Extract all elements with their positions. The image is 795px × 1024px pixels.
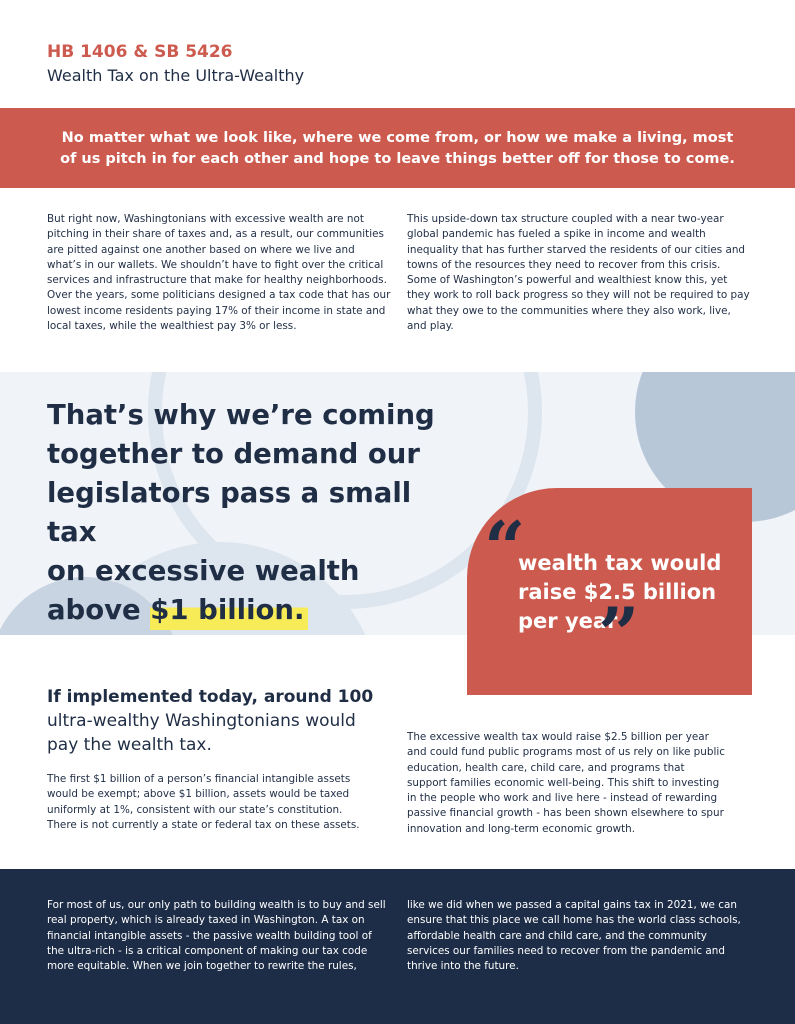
intro-paragraph-left: But right now, Washingtonians with excessive wealth are not pitching in their share of taxes and, as a result, our communities are pitted against one another based on where we live and what’s in our wallets. We shouldn’t have to fight over the critical services and infrastructure that make for healthy neighborhoods. Over the years, some politicians designed a tax code that has our lowest income residents paying 17% of their income in state and local taxes, while the wealthiest pay 3% or less. [47, 213, 391, 333]
footer-paragraph-left: For most of us, our only path to building wealth is to buy and sell real property, which is already taxed in Washington. A tax on financial intangible assets - the passive wealth building tool of the ultra-rich - is a critical component of making our tax code more equitable. When we join together to rewrite the rules, [47, 899, 386, 973]
bill-number: HB 1406 & SB 5426 [47, 42, 233, 62]
headline-line-5-prefix: above [47, 594, 141, 626]
intro-paragraph-right: This upside-down tax structure coupled with a near two-year global pandemic has fueled a spike in income and wealth inequality that has further starved the residents of our cities and towns of the resources they need to recover from this crisis. Some of Washington’s powerful and wealthiest know this, yet they work to roll back progress so they will not be required to pay what they owe to the communities where they also work, live, and play. [407, 213, 750, 333]
page-subtitle: Wealth Tax on the Ultra-Wealthy [47, 66, 305, 85]
feature-headline [47, 396, 447, 630]
implement-heading [47, 685, 377, 757]
footer-paragraph-right: like we did when we passed a capital gains tax in 2021, we can ensure that this place we call home has the world class schools, affordable health care and child care, and the community services our families need to recover from the pandemic and thrive into the future. [407, 899, 741, 973]
quote-line-3: per year [518, 609, 618, 633]
close-quote-icon: ” [598, 591, 640, 676]
headline-line-2: together to demand our [47, 438, 420, 470]
headline-line-3: legislators pass a small tax [47, 477, 412, 548]
implement-body: The first $1 billion of a person’s financial intangible assets would be exempt; above $1 billion, assets would be taxed uniformly at 1%, consistent with our state’s constitution. There is not currently a state or federal tax on these assets. [47, 773, 360, 831]
tax-revenue-paragraph: The excessive wealth tax would raise $2.5 billion per year and could fund public programs most of us rely on like public education, health care, child care, and programs that support families economic well-being. This shift to investing in the people who work and live here - instead of rewarding passive financial growth - has been shown elsewhere to spur innovation and long-term economic growth. [407, 731, 725, 835]
values-banner [0, 108, 795, 188]
headline-line-4: on excessive wealth [47, 555, 360, 587]
implement-heading-bold: If implemented today, around 100 [47, 687, 374, 707]
implement-heading-rest: ultra-wealthy Washingtonians would pay the wealth tax. [47, 711, 356, 755]
quote-line-1: wealth tax would [518, 551, 722, 575]
banner-text [60, 128, 735, 170]
headline-line-1: That’s why we’re coming [47, 399, 435, 431]
open-quote-icon: “ [484, 505, 526, 590]
banner-line-1: No matter what we look like, where we come from, or how we make a living, most [61, 130, 734, 146]
headline-highlight: $1 billion. [150, 594, 308, 630]
quote-line-2: raise $2.5 billion [518, 580, 717, 604]
banner-line-2: of us pitch in for each other and hope to leave things better off for those to come. [60, 151, 735, 167]
